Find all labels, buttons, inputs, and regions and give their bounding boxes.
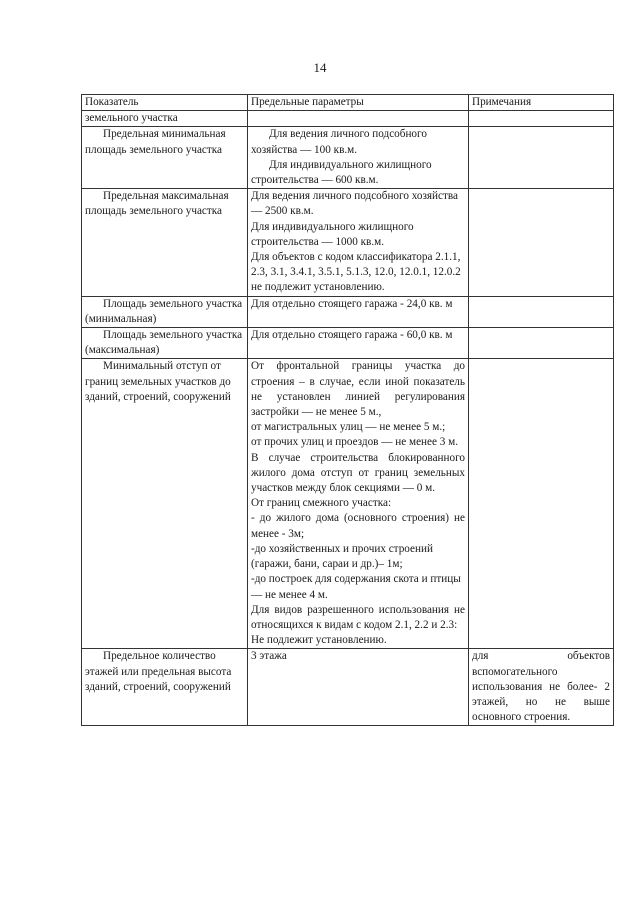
param-line: от прочих улиц и проездов — не менее 3 м. — [251, 436, 459, 449]
indicator-cell — [82, 127, 248, 189]
indicator-cell — [82, 328, 248, 359]
params-cell — [248, 296, 469, 327]
indicator-text: Площадь земельного участка (минимальная) — [85, 297, 243, 325]
param-line: Для видов разрешенного использования не относящихся к видам с кодом 2.1, 2.2 и 2.3: — [251, 603, 465, 631]
params-cell — [248, 127, 469, 189]
note-cell — [469, 649, 614, 726]
note-cell — [469, 328, 614, 359]
table-row — [82, 189, 614, 296]
indicator-cell — [82, 359, 248, 649]
header-notes: Примечания — [469, 95, 614, 111]
params-cell — [248, 328, 469, 359]
param-line: От границ смежного участка: — [251, 497, 392, 510]
header-indicator: Показатель — [82, 95, 248, 111]
indicator-text: Площадь земельного участка (максимальная) — [85, 329, 243, 357]
param-line: Для отдельно стоящего гаража - 60,0 кв. м — [251, 329, 453, 342]
param-line: -до хозяйственных и прочих строений (гаражи, бани, сараи и др.)– 1м; — [251, 542, 433, 571]
param-line: От фронтальной границы участка до строения – в случае, если иной показатель не установлен линией регулирования застройки — не менее 5 м., — [251, 360, 465, 419]
page-number: 14 — [313, 60, 327, 75]
params-cell — [248, 359, 469, 649]
param-line: от магистральных улиц — не менее 5 м.; — [251, 421, 446, 434]
params-cell — [248, 189, 469, 296]
note-cell — [469, 189, 614, 296]
indicator-text: Предельное количество этажей или предельная высота зданий, строений, сооружений — [85, 650, 232, 693]
indicator-text: Предельная максимальная площадь земельного участка — [85, 190, 229, 218]
table-row — [82, 296, 614, 327]
param-line: - до жилого дома (основного строения) не менее - 3м; — [251, 512, 465, 540]
indicator-text: Минимальный отступ от границ земельных участков до зданий, строений, сооружений — [85, 360, 231, 403]
continuation-text: земельного участка — [82, 111, 248, 127]
param-line: -до построек для содержания скота и птицы — не менее 4 м. — [251, 573, 461, 601]
note-cell — [469, 359, 614, 649]
note-text: для объектов вспомогательного использования не более- 2 этажей, но не выше основного строения. — [472, 650, 610, 724]
table-row — [82, 328, 614, 359]
indicator-cell — [82, 296, 248, 327]
note-cell — [469, 127, 614, 189]
param-line: Для ведения личного подсобного хозяйства — 100 кв.м. — [251, 128, 427, 156]
param-line: Не подлежит установлению. — [251, 634, 387, 647]
parameters-table — [81, 94, 614, 726]
indicator-cell — [82, 189, 248, 296]
param-line: Для индивидуального жилищного строительства — 1000 кв.м. — [251, 220, 414, 248]
table-row — [82, 127, 614, 189]
param-line: В случае строительства блокированного жилого дома отступ от границ земельных участков между блок секциями — 0 м. — [251, 451, 465, 495]
param-line: Для объектов с кодом классификатора 2.1.1, 2.3, 3.1, 3.4.1, 3.5.1, 5.1.3, 12.0, 12.0.1, 12.0.2 не подлежит установлению. — [251, 251, 461, 294]
params-cell — [248, 649, 469, 726]
param-line: Для индивидуального жилищного строительства — 600 кв.м. — [251, 158, 432, 187]
note-cell — [469, 296, 614, 327]
table-row — [82, 359, 614, 649]
indicator-text: Предельная минимальная площадь земельного участка — [85, 128, 226, 156]
param-line: 3 этажа — [251, 650, 287, 663]
param-line: Для ведения личного подсобного хозяйства — 2500 кв.м. — [251, 190, 458, 218]
table-row — [82, 111, 614, 127]
param-line: Для отдельно стоящего гаража - 24,0 кв. м — [251, 297, 453, 310]
table-header-row — [82, 95, 614, 111]
table-row — [82, 649, 614, 726]
indicator-cell — [82, 649, 248, 726]
header-params: Предельные параметры — [248, 95, 469, 111]
